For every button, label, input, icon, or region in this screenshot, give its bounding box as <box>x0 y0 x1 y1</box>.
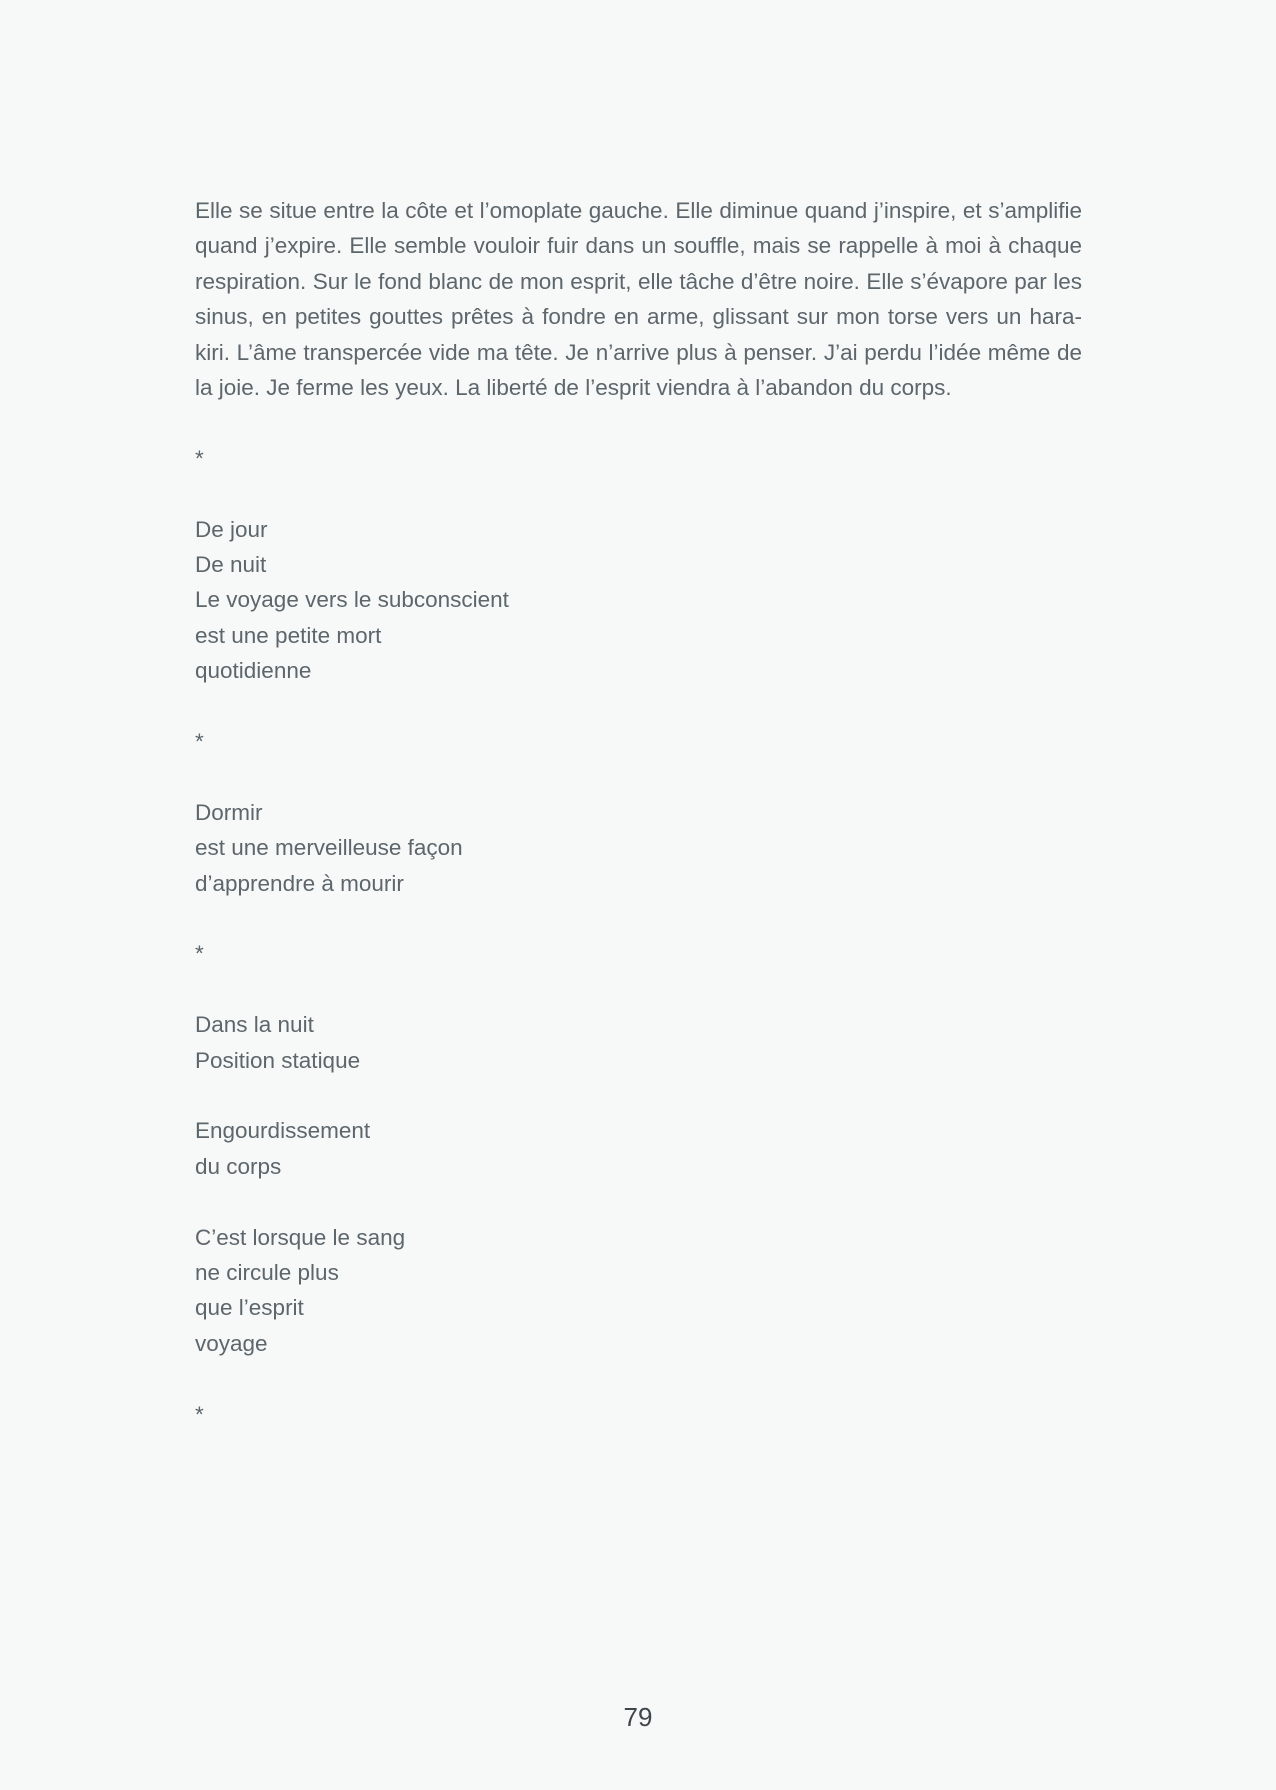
poem-line: Engourdissement <box>195 1118 371 1144</box>
poem-line: De jour <box>195 516 268 542</box>
page-number: 79 <box>623 1702 653 1732</box>
poem-line: voyage <box>195 1330 268 1356</box>
poem-line: que l’esprit <box>195 1295 304 1321</box>
poem-line: Le voyage vers le subconscient <box>195 587 509 613</box>
section-separator: * <box>195 445 204 471</box>
poem-line: quotidienne <box>195 658 312 684</box>
poem-line: d’apprendre à mourir <box>195 870 404 896</box>
section-separator: * <box>195 729 204 755</box>
prose-paragraph: Elle se situe entre la côte et l’omoplate gauche. Elle diminue quand j’inspire, et s’amplifie quand j’expire. Elle semble vouloir fuir dans un souffle, mais se rappelle à moi à chaque respiration. Sur le fond blanc de mon esprit, elle tâche d’être noire. Elle s’évapore par les sinus, en petites gouttes prêtes à fondre en arme, glissant sur mon torse vers un hara-kiri. L’âme transpercée vide ma tête. Je n’arrive plus à penser. J’ai perdu l’idée même de la joie. Je ferme les yeux. La liberté de l’esprit viendra à l’abandon du corps. <box>195 198 1082 401</box>
poem-line: Dans la nuit <box>195 1012 314 1038</box>
poem-line: De nuit <box>195 552 267 578</box>
poem-line: du corps <box>195 1153 282 1179</box>
poem-line: est une petite mort <box>195 622 382 648</box>
section-separator: * <box>195 941 204 967</box>
poem-line: C’est lorsque le sang <box>195 1224 406 1250</box>
poem-line: ne circule plus <box>195 1260 339 1286</box>
poem-line: est une merveilleuse façon <box>195 835 463 861</box>
poem-line: Dormir <box>195 799 263 825</box>
poem-dormir <box>195 795 1082 901</box>
poem-dans-la-nuit <box>195 1007 1082 1361</box>
section-separator: * <box>195 1401 204 1427</box>
poem-day-night <box>195 512 1082 689</box>
page-body <box>195 193 1082 1432</box>
poem-line: Position statique <box>195 1047 361 1073</box>
